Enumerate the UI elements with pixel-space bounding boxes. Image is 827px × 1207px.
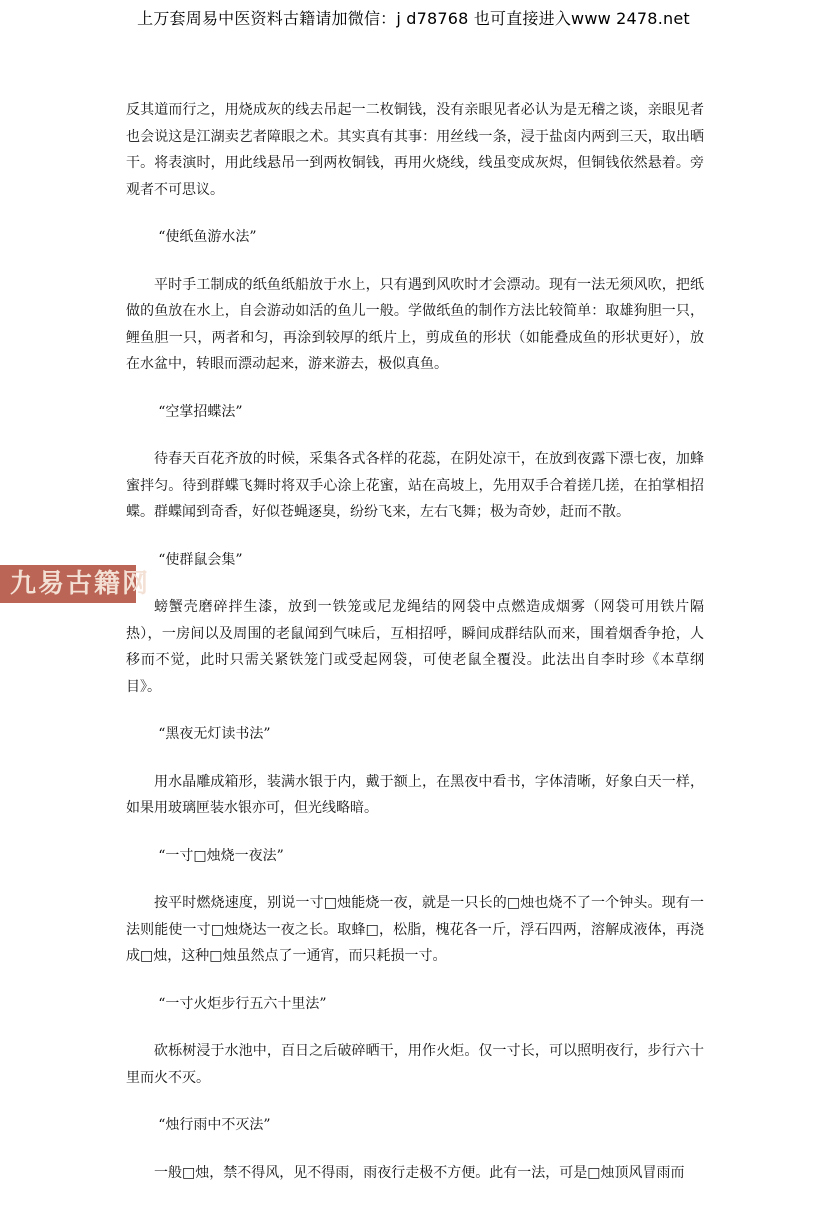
- section-heading: “一寸火炬步行五六十里法”: [158, 995, 327, 1012]
- section-heading: “使群鼠会集”: [158, 551, 243, 568]
- paragraph: 按平时燃烧速度，别说一寸□烛能烧一夜，就是一只长的□烛也烧不了一个钟头。现有一法则能使一寸□烛烧达一夜之长。取蜂□，松脂，槐花各一斤，浮石四两，溶解成液体，再浇成□烛，这种□烛虽然点了一通宵，而只耗损一寸。: [126, 895, 704, 964]
- paragraph: 一般□烛，禁不得风，见不得雨，雨夜行走极不方便。此有一法，可是□烛顶风冒雨而: [154, 1164, 685, 1181]
- document-body: [126, 97, 704, 1207]
- section-heading: “烛行雨中不灭法”: [158, 1117, 271, 1133]
- paragraph: 砍栎树浸于水池中，百日之后破碎晒干，用作火炬。仅一寸长，可以照明夜行，步行六十里而火不灭。: [126, 1043, 704, 1086]
- watermark-logo: 九易古籍网: [0, 565, 136, 603]
- section-heading: “黑夜无灯读书法”: [158, 726, 271, 742]
- paragraph: 螃蟹壳磨碎拌生漆，放到一铁笼或尼龙绳结的网袋中点燃造成烟雾（网袋可用铁片隔热），一房间以及周围的老鼠闻到气味后，互相招呼，瞬间成群结队而来，围着烟香争抢，人移而不觉，此时只需关紧铁笼门或受起网袋，可使老鼠全覆没。此法出自李时珍《本草纲目》。: [126, 599, 704, 695]
- top-banner: 上万套周易中医资料古籍请加微信：j d78768 也可直接进入www 2478.net: [137, 9, 690, 28]
- section-heading: “空掌招蝶法”: [158, 403, 243, 420]
- section-heading: “一寸□烛烧一夜法”: [158, 847, 284, 864]
- section-heading: “使纸鱼游水法”: [158, 229, 257, 245]
- paragraph: 用水晶雕成箱形，装满水银于内，戴于额上，在黑夜中看书，字体清晰，好象白天一样，如果用玻璃匣装水银亦可，但光线略暗。: [126, 773, 704, 816]
- paragraph: 平时手工制成的纸鱼纸船放于水上，只有遇到风吹时才会漂动。现有一法无须风吹，把纸做的鱼放在水上，自会游动如活的鱼儿一般。学做纸鱼的制作方法比较简单：取雄狗胆一只，鲤鱼胆一只，两者和匀，再涂到较厚的纸片上，剪成鱼的形状（如能叠成鱼的形状更好），放在水盆中，转眼而漂动起来，游来游去，极似真鱼。: [126, 276, 704, 372]
- paragraph: 反其道而行之，用烧成灰的线去吊起一二枚铜钱，没有亲眼见者必认为是无稽之谈，亲眼见者也会说这是江湖卖艺者障眼之术。其实真有其事：用丝线一条，浸于盐卤内两到三天，取出晒干。将表演时，用此线悬吊一到两枚铜钱，再用火烧线，线虽变成灰烬，但铜钱依然悬着。旁观者不可思议。: [126, 102, 704, 198]
- paragraph: 待春天百花齐放的时候，采集各式各样的花蕊，在阴处凉干，在放到夜露下漂七夜，加蜂蜜拌匀。待到群蝶飞舞时将双手心涂上花蜜，站在高坡上，先用双手合着搓几搓，在拍掌相招蝶。群蝶闻到奇香，好似苍蝇逐臭，纷纷飞来，左右飞舞；极为奇妙，赶而不散。: [126, 451, 704, 520]
